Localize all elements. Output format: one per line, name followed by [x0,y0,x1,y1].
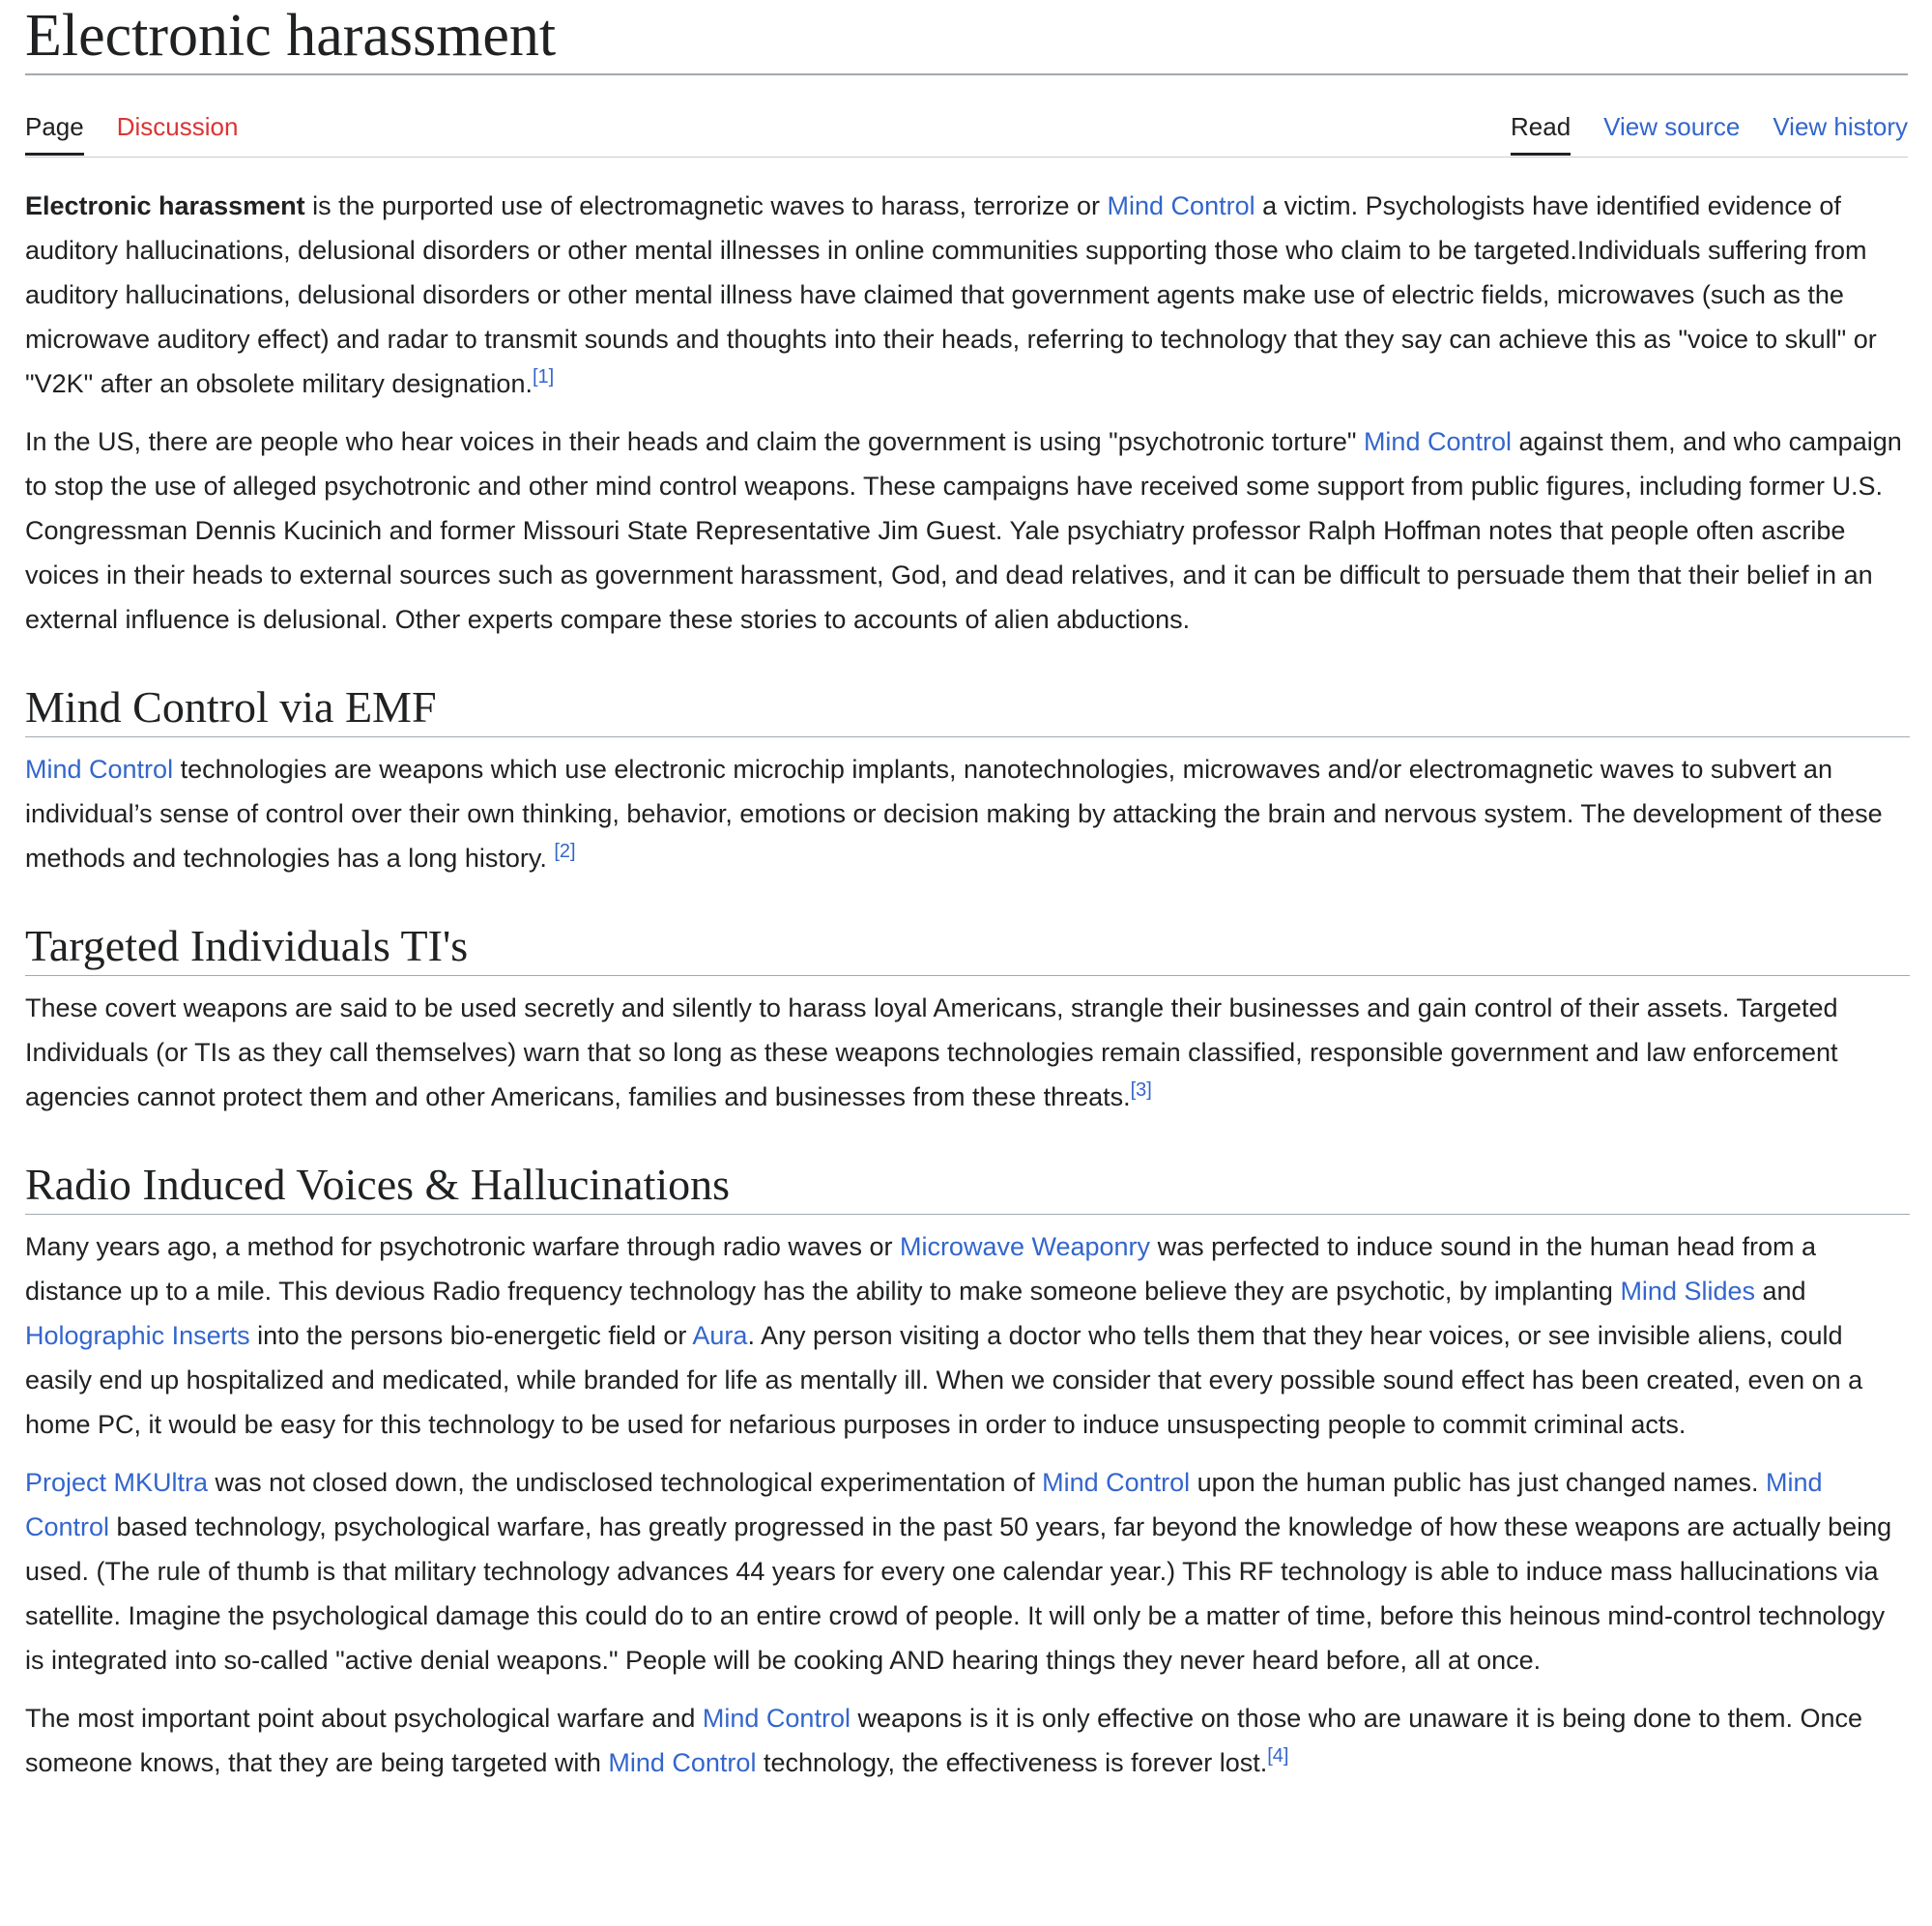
section-3-paragraph-3 [25,1696,1910,1785]
text: weapons is it is only effective on those who are unaware it is being done to them. Once someone knows, that they are being targeted with [25,1704,1863,1777]
microwave-weaponry-link[interactable]: Microwave Weaponry [899,1232,1151,1261]
text: was not closed down, the undisclosed technological experimentation of [208,1468,1043,1497]
text: upon the human public has just changed names. [1190,1468,1767,1497]
article-content [25,184,1910,1798]
reference-2-link[interactable]: [2] [554,841,576,862]
page-tabs [25,104,1908,158]
text: . Any person visiting a doctor who tells them that they hear voices, or see invisible aliens, could easily end up hospitalized and medicated, while branded for life as mentally ill. When we consider that every possible sound effect has been created, even on a home PC, it would be easy for this technology to be used for nefarious purposes in order to induce unsuspecting people to commit criminal acts. [25,1321,1863,1439]
text: a victim. Psychologists have identified evidence of auditory hallucinations, delusional disorders or other mental illnesses in online communities supporting those who claim to be targeted.Individuals suffering from auditory hallucinations, delusional disorders or other mental illness have claimed that government agents make use of electric fields, microwaves (such as the microwave auditory effect) and radar to transmit sounds and thoughts into their heads, referring to technology that they say can achieve this as "voice to skull" or "V2K" after an obsolete military designation. [25,191,1877,398]
tab-view-history[interactable]: View history [1773,112,1908,141]
project-mkultra-link[interactable]: Project MKUltra [25,1468,209,1497]
mind-control-link[interactable]: Mind Control [25,1468,1823,1541]
text: was perfected to induce sound in the human head from a distance up to a mile. This devious Radio frequency technology has the ability to make someone believe they are psychotic, by implanting [25,1232,1816,1306]
tab-discussion[interactable]: Discussion [116,112,239,141]
tab-page[interactable]: Page [25,104,84,156]
text: technology, the effectiveness is forever lost. [756,1748,1268,1777]
text: against them, and who campaign to stop the use of alleged psychotronic and other mind control weapons. These campaigns have received some support from public figures, including former U.S. Congressman Dennis Kucinich and former Missouri State Representative Jim Guest. Yale psychiatry professor Ralph Hoffman notes that people often ascribe voices in their heads to external sources such as government harassment, God, and dead relatives, and it can be difficult to persuade them that their belief in an external influence is delusional. Other experts compare these stories to accounts of alien abductions. [25,427,1902,634]
text: In the US, there are people who hear voices in their heads and claim the government is using "psychotronic torture" [25,427,1364,456]
mind-control-link[interactable]: Mind Control [1363,427,1512,456]
section-3-paragraph-1 [25,1224,1910,1447]
section-1-paragraph [25,747,1910,880]
reference-1-link[interactable]: [1] [532,366,555,388]
section-3-paragraph-2 [25,1460,1910,1682]
mind-control-link[interactable]: Mind Control [25,755,174,784]
reference-4 [1267,1745,1288,1767]
intro-paragraph-2 [25,419,1910,642]
view-tabs [1511,104,1908,156]
section-heading-radio-induced-voices: Radio Induced Voices & Hallucinations [25,1156,1910,1215]
text: and [1755,1277,1806,1306]
reference-2 [554,841,575,862]
holographic-inserts-link[interactable]: Holographic Inserts [25,1321,250,1350]
mind-control-link[interactable]: Mind Control [1042,1468,1191,1497]
text: Many years ago, a method for psychotronic warfare through radio waves or [25,1232,900,1261]
text: The most important point about psychological warfare and [25,1704,703,1733]
text: based technology, psychological warfare, has greatly progressed in the past 50 years, far beyond the knowledge of how these weapons are actually being used. (The rule of thumb is that military technology advances 44 years for every one calendar year.) This RF technology is able to induce mass hallucinations via satellite. Imagine the psychological damage this could do to an entire crowd of people. It will only be a matter of time, before this heinous mind-control technology is integrated into so-called "active denial weapons." People will be cooking AND hearing things they never heard before, all at once. [25,1512,1892,1675]
page-title: Electronic harassment [25,0,1908,75]
mind-control-link[interactable]: Mind Control [1107,191,1255,220]
reference-3 [1131,1079,1152,1101]
section-heading-targeted-individuals: Targeted Individuals TI's [25,917,1910,976]
reference-1 [533,366,554,388]
mind-slides-link[interactable]: Mind Slides [1620,1277,1755,1306]
tab-view-source[interactable]: View source [1603,112,1741,141]
mind-control-link[interactable]: Mind Control [608,1748,757,1777]
intro-paragraph-1 [25,184,1910,406]
mind-control-link[interactable]: Mind Control [702,1704,851,1733]
text: into the persons bio-energetic field or [249,1321,693,1350]
article-subject: Electronic harassment [25,191,305,220]
reference-4-link[interactable]: [4] [1267,1745,1289,1767]
section-heading-mind-control-via-emf: Mind Control via EMF [25,678,1910,737]
text: is the purported use of electromagnetic waves to harass, terrorize or [304,191,1108,220]
reference-3-link[interactable]: [3] [1130,1079,1152,1101]
tab-read[interactable]: Read [1511,104,1571,156]
text: technologies are weapons which use electronic microchip implants, nanotechnologies, microwaves and/or electromagnetic waves to subvert an individual’s sense of control over their own thinking, behavior, emotions or decision making by attacking the brain and nervous system. The development of these methods and technologies has a long history. [25,755,1883,873]
aura-link[interactable]: Aura [692,1321,748,1350]
namespace-tabs [25,104,238,156]
text: These covert weapons are said to be used secretly and silently to harass loyal Americans, strangle their businesses and gain control of their assets. Targeted Individuals (or TIs as they call themselves) warn that so long as these weapons technologies remain classified, responsible government and law enforcement agencies cannot protect them and other Americans, families and businesses from these threats. [25,993,1838,1111]
section-2-paragraph [25,986,1910,1119]
